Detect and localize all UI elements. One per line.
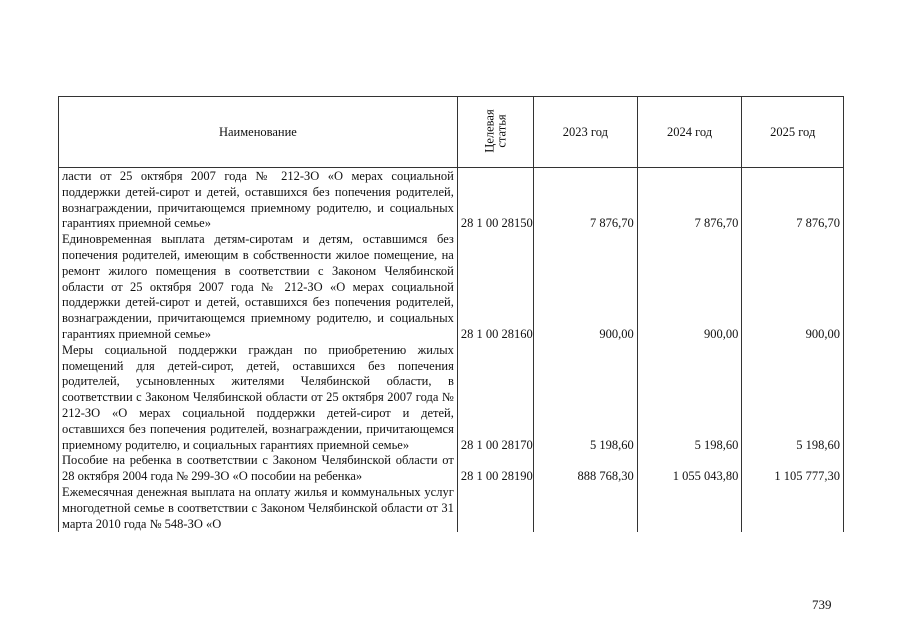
row-2025: 1 105 777,30 [742,453,844,485]
table-row [59,485,844,532]
row-2024: 5 198,60 [637,343,742,454]
row-2025: 7 876,70 [742,168,844,233]
table-row [59,232,844,343]
row-2023: 888 768,30 [534,453,638,485]
row-2024 [637,485,742,532]
header-2023: 2023 год [534,97,638,168]
row-2023: 5 198,60 [534,343,638,454]
row-name: Ежемесячная денежная выплата на оплату жилья и коммунальных услуг многодетной семье в соответствии с Законом Челябинской области от 31 марта 2010 года № 548-ЗО «О [59,485,458,532]
header-target-line2: статья [494,114,509,148]
table-row [59,453,844,485]
header-2025: 2025 год [742,97,844,168]
row-name: Меры социальной поддержки граждан по приобретению жилых помещений для детей-сирот, детей, оставшихся без попечения родителей, усыновленных жителями Челябинской области, в соответствии с Законом Челябинской области от 25 октября 2007 года № 212-ЗО «О мерах социальной поддержки детей-сирот и детей, оставшихся без попечения родителей, вознаграждении, причитающемся приемному родителю, и социальных гарантиях приемной семье» [59,343,458,454]
row-2023 [534,485,638,532]
row-2024: 1 055 043,80 [637,453,742,485]
row-2024: 7 876,70 [637,168,742,233]
header-target-article [457,97,533,168]
budget-table [58,96,844,532]
row-code: 28 1 00 28160 [457,232,533,343]
row-2025 [742,485,844,532]
row-2023: 7 876,70 [534,168,638,233]
row-2025: 5 198,60 [742,343,844,454]
row-name: Единовременная выплата детям-сиротам и детям, оставшимся без попечения родителей, имеющим в собственности жилое помещение, на ремонт жилого помещения в соответствии с Законом Челябинской области от 25 октября 2007 года № 212-ЗО «О мерах социальной поддержки детей-сирот и детей, оставшихся без попечения родителей, вознаграждении, причитающемся приемному родителю, и социальных гарантиях приемной семье» [59,232,458,343]
page-number: 739 [812,597,832,612]
row-code [457,485,533,532]
row-2023: 900,00 [534,232,638,343]
table-header-row [59,97,844,168]
row-2025: 900,00 [742,232,844,343]
row-code: 28 1 00 28170 [457,343,533,454]
row-name: ласти от 25 октября 2007 года № 212-ЗО «О мерах социальной поддержки детей-сирот и детей, оставшихся без попечения родителей, вознаграждении, причитающемся приемному родителю, и социальных гарантиях приемной семье» [59,168,458,233]
row-code: 28 1 00 28190 [457,453,533,485]
header-2024: 2024 год [637,97,742,168]
table-row [59,168,844,233]
table-row [59,343,844,454]
row-2024: 900,00 [637,232,742,343]
row-code: 28 1 00 28150 [457,168,533,233]
row-name: Пособие на ребенка в соответствии с Законом Челябинской области от 28 октября 2004 года № 299-ЗО «О пособии на ребенка» [59,453,458,485]
header-target-line1: Целевая [482,109,497,153]
header-name: Наименование [59,97,458,168]
